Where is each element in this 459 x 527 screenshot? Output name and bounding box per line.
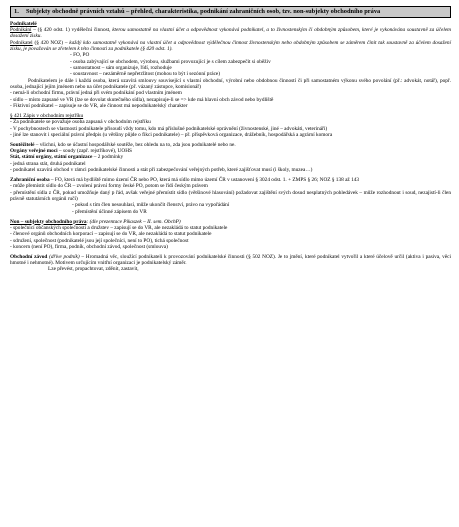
zavod-last-line: Lze převést, propachtovat, zděnit, zastavit, [48, 266, 139, 273]
zahranicni-sublist [10, 202, 451, 215]
section-title: Subjekty obchodně právních vztahů – přehled, charakteristika, podnikání zahraničních osob, tzv. non-subjekty obchodního práva [26, 8, 381, 15]
podnikatel-definition: Podnikatel (§ 420 NOZ) – každý kdo samostatně vykonává na vlastní účet a odpovědnost výdělečnou činnost živnostenským nebo obdobným způsobem se záměrem činit tak soustavně za účelem dosažení zisku, je považován se zřetelem k této činnosti za podnikatele (§ 420 odst. 1). [10, 39, 451, 52]
list-item: - sídlo – místo zapsané ve VR (lze se dovolat skutečného sídla), nezapisuje-li se => kde má hlavní obch závod nebo bydliště [10, 96, 274, 103]
list-item: - samostatnost – sám organizuje, řídí, rozhoduje [70, 65, 172, 71]
document-body [10, 21, 451, 273]
section-number: 1. [14, 8, 19, 15]
stat-paragraph: Stát, státní orgány, státní organizace – 2 podmínky [10, 154, 124, 161]
podnikani-definition: Podnikání – (§ 420 odst. 1) vyděleční činnost, kterou samostatně na vlastní účet a odpovědnost vykonává podnikatel, a to živnostenským či obdobným způsobem, které je vykonávána soustavně za účelem dosažení zisku. [10, 26, 451, 40]
list-item: - nemá-li obchodní firmu, právní jedná při svém podnikání pod vlastním jménem [10, 90, 182, 97]
soutezitele-paragraph: Soutěžitelé – všichni, kdo se účastní hospodářské soutěže, bez ohledu na to, zda jsou podnikatelé nebo ne. [10, 141, 236, 148]
soutezitele-term: Soutěžitelé [10, 141, 35, 148]
podnikatel-term: Podnikatel [10, 39, 33, 46]
section-heading [10, 6, 451, 18]
list-item: - jedná strana stát, druhá podnikatel [10, 160, 86, 167]
list-item: - přemístění sídla z ČR, pokud umožňuje daný p řád, avšak veřejné přemístit sídlo (většinové hlasování) požadovat zajištění svých dosud nesplatných pohledávek – může rozhodnout i soud, nezajistí-li člen právně statutárních orgánů ručí) [10, 189, 451, 203]
zahranicni-term: Zahraniční osoba [10, 177, 50, 183]
list-item: - soustavnost – nezáměrně nepřetržitost (mohou to být i sezónní práce) [70, 71, 221, 78]
list-item: - pokud s tím člen nesouhlasí, může ukončit členství, právo na vypořádání [72, 202, 230, 209]
zavod-term: Obchodní závod [10, 253, 48, 260]
list-item: - Fiktivní podnikatel – zapisuje se do VR, ale činnost má nepodnikatelský charakter [10, 103, 188, 110]
list-item: - Za podnikatele se považuje osoba zapsaná v obchodním rejstříku [10, 119, 151, 126]
organy-term: Orgány veřejné moci [10, 148, 58, 155]
list-item: - osoba zabývající se obchodem, výrobou, službami provozující je s cílem zabezpečit si oběživ [70, 58, 271, 65]
list-item: - členové orgánů obchodních korporací – zapisují se do VR, ale nezakládá to statut podnikatele [10, 231, 212, 238]
list-item: - jiné lze stanovit i speciální právní předpis (u většiny půjde o fikci podnikatele) – př. příspěvková organizace, drážebník, hospodářská a agrární komora [10, 131, 333, 138]
podnikatel-attributes-list [10, 52, 451, 77]
podnikatel-paragraph: Podnikatelem je dále i každá osoba, která uzavírá smlouvy související s vlastní obchodní, výrobní nebo obdobnou činností či při samostatném výkonu svého povolání (př.: advokát, notář), popř. osoba, jednající jejím jménem nebo na účet podnikatele (př. vázaný zástupce, komisionář) [10, 77, 451, 91]
podnikatele-title: Podnikatelé [10, 20, 37, 27]
rejstrik-title: § 421 Zápis v obchodním rejstříku [10, 112, 84, 119]
list-item: - přemístění účinné zápisem do VR [72, 208, 147, 215]
list-item: - společnicí občanských společností a družstev – zapisují se do VR, ale nezakládá to statut podnikatele [10, 224, 228, 231]
non-subjekty-term: Non – subjekty obchodního práva [10, 218, 87, 225]
stat-term: Stát, státní orgány, státní organizace [10, 154, 93, 161]
zahranicni-paragraph: Zahraniční osoba – FO, která má bydliště mimo území ČR nebo PO, která má sídlo mimo území ČR v ustanovení § 3024 odst. 1. + ZMPS § 26; NOZ § 138 až 143 [10, 177, 360, 183]
list-item: - sdružení, společnost (podnikatelé jsou její společníci, není to PO), tichá společnost [10, 237, 189, 244]
podnikani-term: Podnikání [10, 26, 32, 33]
non-subjekty-heading: Non – subjekty obchodního práva: (dle prezentace Pikaszek – II. sem. ObchP) [10, 218, 181, 225]
list-item: - může přemístit sídlo do ČR – zvolení právní formy české PO, potom se řídí českým právem [10, 183, 208, 190]
list-item: - FO, PO [70, 52, 90, 59]
list-item: - V pochybnostech se vlastnosti podnikatele přisoudí vždy tomu, kdo má příslušné podnikatelské oprávnění (živnostenské, jiné – advokáti, veterináři) [10, 125, 328, 132]
organy-paragraph: Orgány veřejné moci – soudy (zapř. rejstříkové), UOHS [10, 148, 132, 155]
zavod-paragraph: Obchodní závod (dříve podník) – Hromadná věc, sloužící podnikateli k provozování podnikatelské činnosti (§ 502 NOZ). Je to jmění, které podnikatel vytvořil a které účelově určil (aktiva i pasiva, věci hmotné i nehmotné). Motivem určujícím vnitřní organizaci je podnikatelský záměr. [10, 253, 451, 267]
list-item: - podnikatel uzavírá obchod v rámci podnikatelské činnosti a stát při zabezpečování veřejných potřeb, které zajišťovat musí (i školy, muzea…) [10, 167, 313, 174]
list-item: - koncern (není PO), firma, podník, obchodní závod, společnost (smlouva) [10, 243, 168, 250]
